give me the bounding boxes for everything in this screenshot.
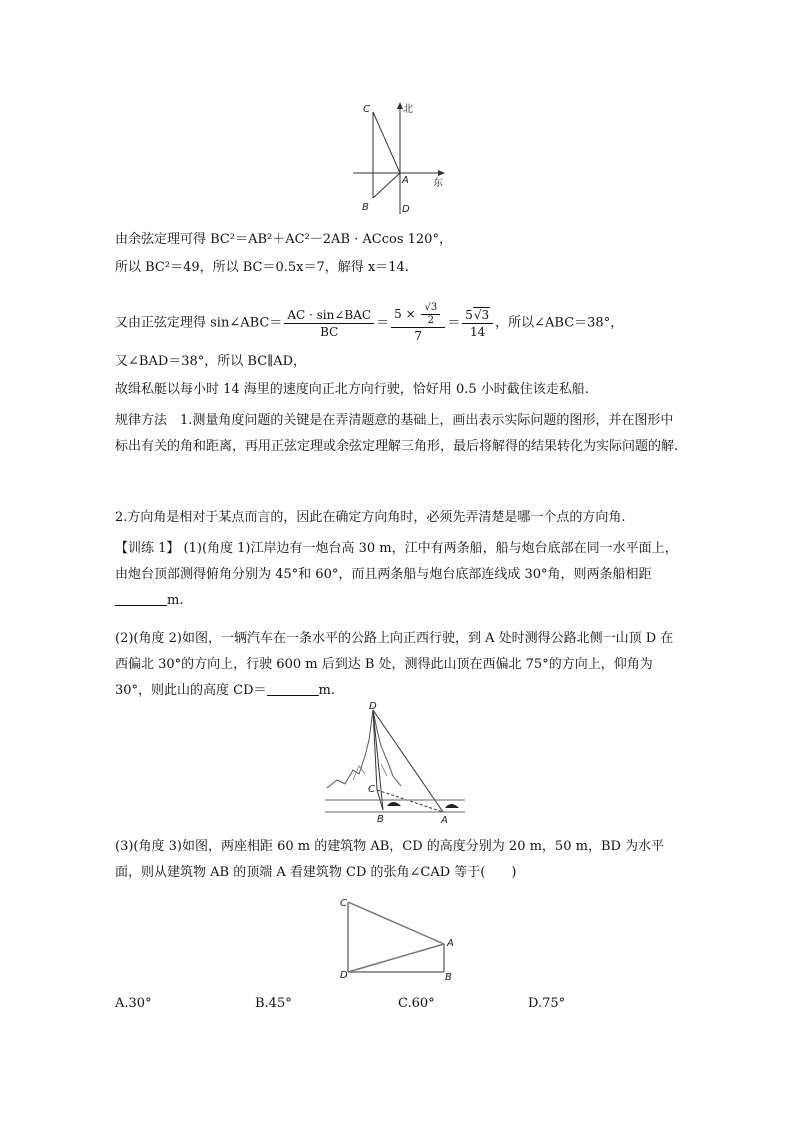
training-1-part-1 bbox=[115, 536, 683, 614]
building-a-label: A bbox=[447, 938, 454, 949]
fraction-result bbox=[462, 307, 493, 340]
inner-fraction bbox=[421, 302, 440, 327]
unit-m: m. bbox=[167, 593, 184, 608]
point-a-label: A bbox=[402, 175, 409, 186]
direction-figure bbox=[345, 98, 455, 218]
fraction-denominator: BC bbox=[320, 324, 339, 339]
mountain-c-label: C bbox=[368, 784, 375, 795]
bc-result-line: 所以 BC²＝49，所以 BC＝0.5x＝7，解得 x＝14. bbox=[115, 260, 409, 275]
fraction-denominator: 14 bbox=[470, 324, 486, 339]
mountain-d-label: D bbox=[369, 701, 377, 712]
bad-line: 又∠BAD＝38°，所以 BC∥AD， bbox=[115, 354, 306, 369]
sine-suffix: ，所以∠ABC＝38°， bbox=[495, 315, 624, 331]
method-point-2: 2.方向角是相对于某点而言的，因此在确定方向角时，必须先弄清楚是哪一个点的方向角. bbox=[115, 510, 626, 525]
training-1-text: 【训练 1】 (1)(角度 1)江岸边有一炮台高 30 m，江中有两条船，船与炮台底部在同一水平面上，由炮台顶部测得俯角分别为 45°和 60°，而且两条船与炮台底部连线成 30°角，则两条船相距 bbox=[115, 541, 678, 582]
building-b-label: B bbox=[445, 972, 452, 983]
fraction-ac-sin bbox=[284, 307, 374, 340]
sine-prefix: 又由正弦定理得 sin∠ABC＝ bbox=[115, 315, 283, 331]
building-d-label: D bbox=[340, 970, 348, 981]
inner-numerator: √3 bbox=[421, 302, 440, 315]
fraction-numerator bbox=[391, 302, 445, 328]
fraction-numerator bbox=[462, 307, 493, 324]
training-2-text: (2)(角度 2)如图，一辆汽车在一条水平的公路上向正西行驶，到 A 处时测得公路北侧一山顶 D 在西偏北 30°的方向上，行驶 600 m 后到达 B 处，测得此山顶在西偏北 75°的方向上，仰角为 30°，则此山的高度 CD＝ bbox=[115, 631, 674, 698]
option-d[interactable]: D.75° bbox=[528, 996, 566, 1011]
option-c[interactable]: C.60° bbox=[398, 996, 435, 1011]
option-b[interactable]: B.45° bbox=[255, 996, 292, 1011]
numerator-coeff: 5 bbox=[465, 307, 473, 322]
equals-sign: ＝ bbox=[447, 315, 461, 331]
cosine-law-line: 由余弦定理可得 BC²＝AB²＋AC²－2AB · ACcos 120°， bbox=[115, 232, 452, 247]
fraction-numerator: AC · sin∠BAC bbox=[284, 307, 374, 324]
answer-blank bbox=[267, 681, 319, 696]
numerator-text: 5 × bbox=[394, 307, 420, 321]
building-c-label: C bbox=[340, 898, 347, 909]
buildings-figure bbox=[338, 894, 463, 984]
mountain-a-label: A bbox=[441, 815, 448, 826]
point-d-label: D bbox=[402, 204, 410, 215]
training-1-part-3: (3)(角度 3)如图，两座相距 60 m 的建筑物 AB，CD 的高度分别为 20 m，50 m，BD 为水平面，则从建筑物 AB 的顶端 A 看建筑物 CD 的张角∠CAD 等于( ) bbox=[115, 839, 665, 880]
method-paragraph: 规律方法 1.测量角度问题的关键是在弄清题意的基础上，画出表示实际问题的图形，并在图形中标出有关的角和距离，再用正弦定理或余弦定理解三角形，最后将解得的结果转化为实际问题的解. bbox=[115, 413, 679, 454]
numerator-root: √3 bbox=[473, 307, 490, 322]
answer-blank bbox=[115, 591, 167, 606]
mountain-figure bbox=[325, 700, 470, 830]
inner-denominator: 2 bbox=[427, 315, 434, 326]
fraction-denominator: 7 bbox=[414, 329, 422, 343]
fraction-five-root3 bbox=[391, 302, 445, 344]
north-label: 北 bbox=[403, 104, 413, 115]
option-a[interactable]: A.30° bbox=[115, 996, 152, 1011]
mountain-b-label: B bbox=[377, 814, 384, 825]
unit-m: m. bbox=[318, 683, 336, 698]
conclusion-line: 故缉私艇以每小时 14 海里的速度向正北方向行驶，恰好用 0.5 小时截住该走私船. bbox=[115, 382, 589, 397]
point-b-label: B bbox=[362, 202, 369, 213]
point-c-label: C bbox=[363, 104, 370, 115]
sine-law-line bbox=[115, 302, 623, 344]
equals-sign: ＝ bbox=[376, 315, 390, 331]
east-label: 东 bbox=[433, 178, 443, 189]
training-1-part-2 bbox=[115, 626, 683, 704]
